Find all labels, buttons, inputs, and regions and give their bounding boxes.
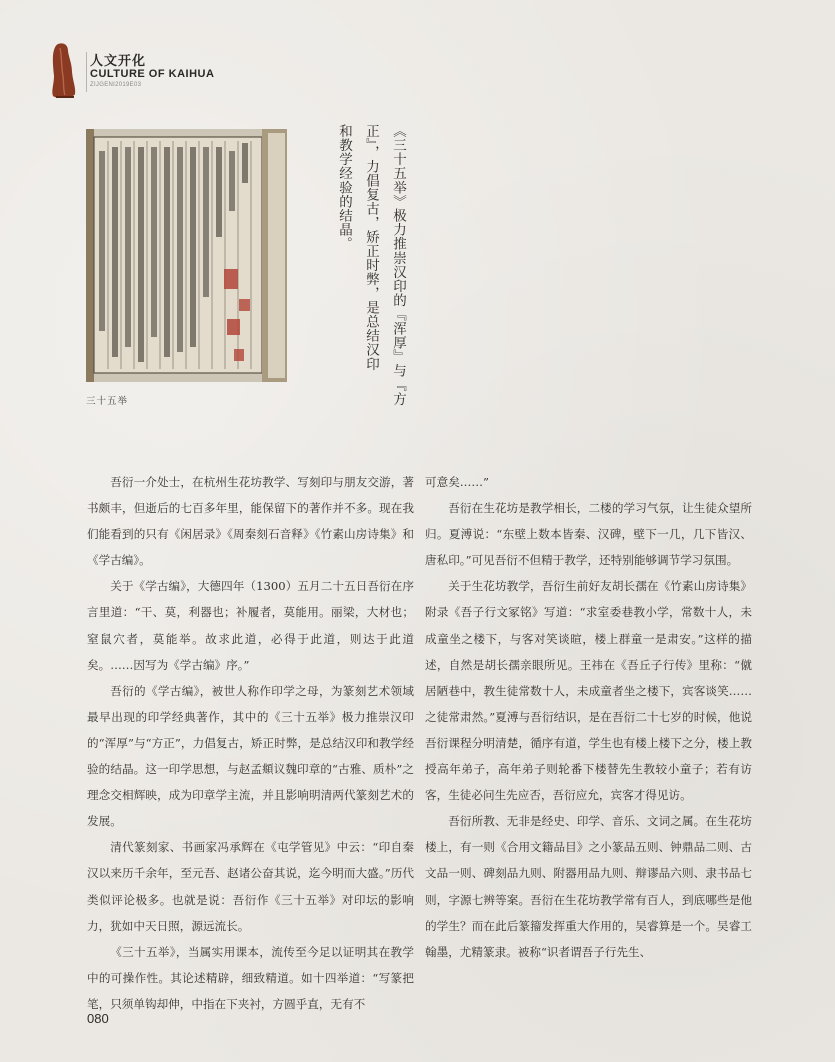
ancient-book-photo xyxy=(86,129,287,382)
image-caption: 三十五举 xyxy=(86,396,129,407)
paragraph: 吾衍在生花坊是教学相长，二楼的学习气氛，让生徒众望所归。夏溥说：“东壁上数本皆秦、汉碑，壁下一几，几下皆汉、唐私印。”可见吾衍不但精于教学，还特别能够调节学习氛围。 xyxy=(425,501,752,568)
paragraph: 吾衍一介处士，在杭州生花坊教学、写刻印与朋友交游，著书颇丰，但逝后的七百多年里，能保留下的著作并不多。现在我们能看到的只有《闲居录》《周秦刻石音释》《竹素山房诗集》和《学古编》。 xyxy=(87,475,414,568)
body-column-left xyxy=(87,469,414,1017)
header-divider xyxy=(86,52,87,92)
paragraph: 《三十五举》，当属实用课本，流传至今足以证明其在教学中的可操作性。其论述精辟，细致精道。如十四举道：“写篆把笔，只须单钩却伸，中指在下夹衬，方圆乎直，无有不 xyxy=(87,944,414,1011)
paragraph: 吾衍所教、无非是经史、印学、音乐、文词之属。在生花坊楼上，有一则《合用文籍品目》之小篆品五则、钟鼎品二则、古文品一则、碑刻品九则、附器用品九则、辩谬品六则、隶书品七则，字源七辨等案。吾衍在生花坊教学常有百人，到底哪些是他的学生？而在此后篆籀发挥重大作用的，吴睿算是一个。吴睿工翰墨，尤精篆隶。被称“识者谓吾子行先生、 xyxy=(425,814,752,959)
paragraph: 清代篆刻家、书画家冯承辉在《屯学管见》中云：“印自秦汉以来历千余年，至元吾、赵诸公奋其说，迄今明而大盛。”历代类似评论极多。也就是说：吾衍作《三十五举》对印坛的影响力，犹如中天日照，源远流长。 xyxy=(87,840,414,933)
paragraph: 关于《学古编》，大德四年（1300）五月二十五日吾衍在序言里道：“干、莫，利器也；补履者，莫能用。丽梁，大材也；窒鼠穴者，莫能举。故求此道，必得于此道，则达于此道矣。……因写为《学古编》序。” xyxy=(87,579,414,672)
pull-quote-line-2: 正』，力倡复古，矫正时弊，是总结汉印 xyxy=(363,124,379,372)
column-title-english: CULTURE OF KAIHUA xyxy=(90,68,215,80)
body-column-right xyxy=(425,469,752,965)
paragraph: 吾衍的《学古编》，被世人称作印学之母，为篆刻艺术领域最早出现的印学经典著作，其中的《三十五举》极力推崇汉印的“浑厚”与“方正”，力倡复古，矫正时弊，是总结汉印和教学经验的结晶。这一印学思想，与赵孟頫议魏印章的“古雅、质朴”之理念交相辉映，成为印章学主流，并且影响明清两代篆刻艺术的发展。 xyxy=(87,683,414,829)
seal-stone-logo-icon xyxy=(50,42,78,100)
column-title: 人文开化 xyxy=(90,54,147,69)
pull-quote-line-3: 和教学经验的结晶。 xyxy=(336,124,352,251)
book-page-illustration-icon xyxy=(86,129,287,382)
paragraph-continuation: 可意矣……” xyxy=(425,475,489,489)
page-number: 080 xyxy=(87,1011,109,1026)
paragraph: 关于生花坊教学，吾衍生前好友胡长孺在《竹素山房诗集》附录《吾子行文冢铭》写道：“求室委巷教小学，常数十人，未成童坐之楼下，与客对笑谈暄，楼上群童一是肃安。”这样的描述，自然是胡长孺亲眼所见。王祎在《吾丘子行传》里称：“僦居陋巷中，教生徒常数十人，未成童者坐之楼下，宾客谈笑……之徒常肃然。”夏溥与吾衍结识，是在吾衍二十七岁的时候，他说吾衍课程分明清楚，循序有道，学生也有楼上楼下之分，楼上教授高年弟子，高年弟子则轮番下楼替先生教较小童子；若有访客，生徒必问生先应否，吾衍应允，宾客才得见访。 xyxy=(425,579,752,803)
issue-code: ZIJGENI2019E03 xyxy=(90,82,142,88)
pull-quote-line-1: 《三十五举》极力推崇汉印的『浑厚』与『方 xyxy=(390,124,406,406)
